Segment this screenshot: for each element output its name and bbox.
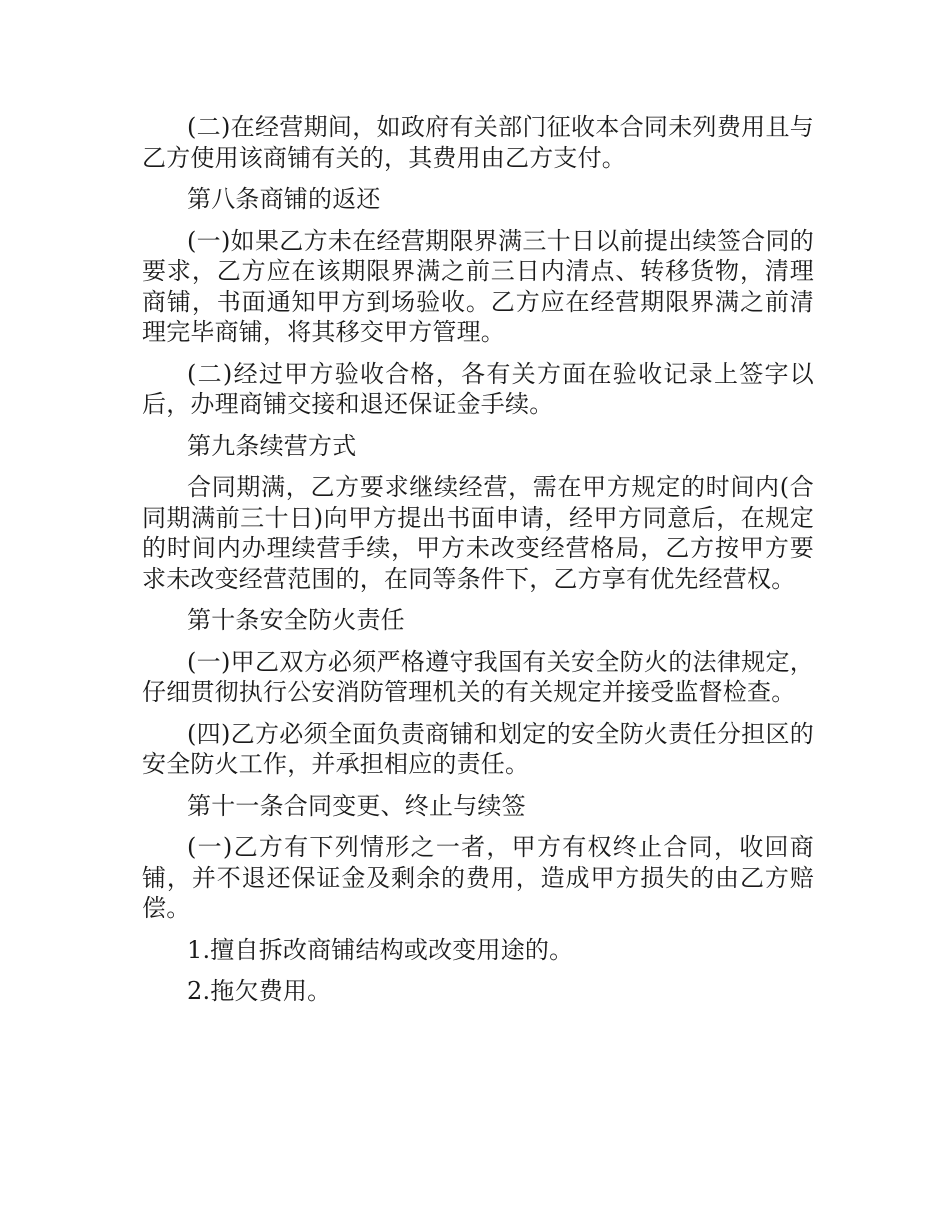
article-9-heading: 第九条续营方式 [187,431,357,460]
article-8-heading: 第八条商铺的返还 [187,185,381,213]
article-11-heading: 第十一条合同变更、终止与续签 [187,791,526,820]
list-item-1: 1.擅自拆改商铺结构或改变用途的。 [187,935,574,964]
paragraph-fire-safety-4: (四)乙方必须全面负责商铺和划定的安全防火责任分担区的安全防火工作，并承担相应的责任。 [142,719,814,778]
paragraph-termination-clause: (一)乙方有下列情形之一者，甲方有权终止合同，收回商铺，并不退还保证金及剩余的费用，造成甲方损失的由乙方赔偿。 [142,833,814,922]
paragraph-return-clause-1: (一)如果乙方未在经营期限界满三十日以前提出续签合同的要求，乙方应在该期限界满之前三日内清点、转移货物，清理商铺，书面通知甲方到场验收。乙方应在经营期限界满之前清理完毕商铺，将其移交甲方管理。 [142,226,814,346]
paragraph-renewal-clause: 合同期满，乙方要求继续经营，需在甲方规定的时间内(合同期满前三十日)向甲方提出书面申请，经甲方同意后，在规定的时间内办理续营手续，甲方未改变经营格局，乙方按甲方要求未改变经营范围的，在同等条件下，乙方享有优先经营权。 [142,473,814,593]
article-10-heading: 第十条安全防火责任 [187,606,405,634]
list-item-2: 2.拖欠费用。 [187,977,332,1005]
document-page [142,112,814,1018]
paragraph-return-clause-2: (二)经过甲方验收合格，各有关方面在验收记录上签字以后，办理商铺交接和退还保证金手续。 [142,359,814,418]
paragraph-fire-safety-1: (一)甲乙双方必须严格遵守我国有关安全防火的法律规定，仔细贯彻执行公安消防管理机关的有关规定并接受监督检查。 [142,647,814,706]
paragraph-payment-clause: (二)在经营期间，如政府有关部门征收本合同未列费用且与乙方使用该商铺有关的，其费用由乙方支付。 [142,113,814,172]
